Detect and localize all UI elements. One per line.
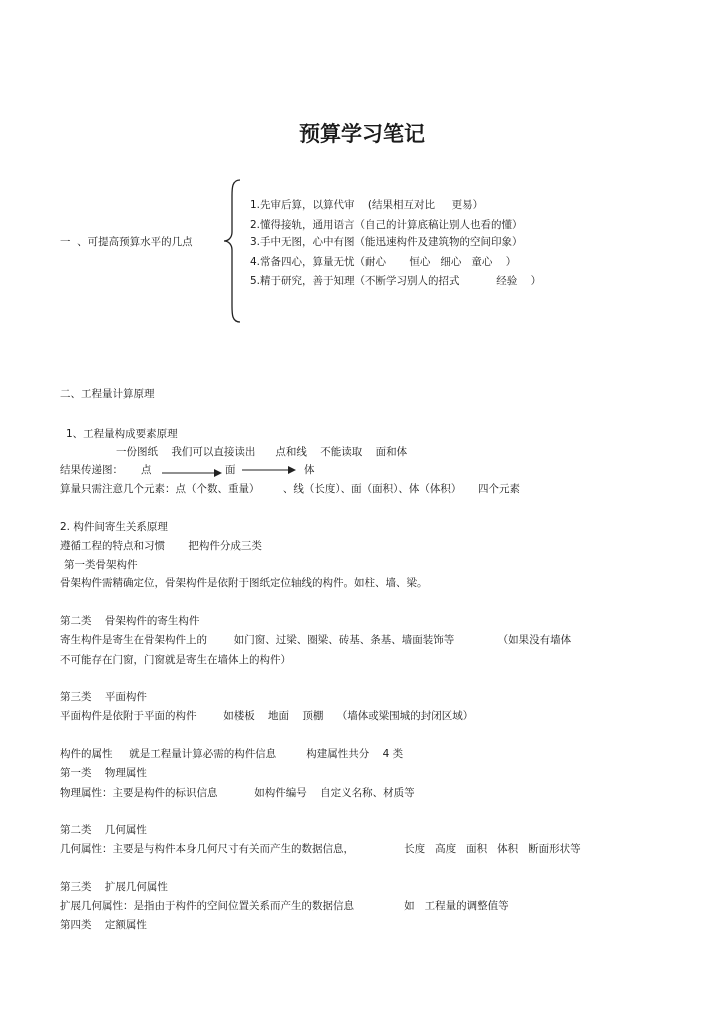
flow-point: 点	[141, 464, 152, 476]
attribute2-heading: 第二类 几何属性	[60, 824, 147, 836]
flow-label: 结果传递图：	[60, 464, 123, 476]
principle2-heading: 2. 构件间寄生关系原理	[60, 521, 168, 533]
attribute3-heading: 第三类 扩展几何属性	[60, 881, 168, 893]
principle1-heading: 1、工程量构成要素原理	[66, 428, 178, 440]
section1-item: 4.常备四心，算量无忧（耐心 恒心 细心 童心 ）	[250, 256, 517, 268]
section1-item: 2.懂得接轨，通用语言（自己的计算底稿让别人也看的懂）	[250, 219, 523, 231]
flow-point: 面	[225, 464, 236, 476]
category3-text: 平面构件是依附于平面的构件 如楼板 地面 顶棚 （墙体或梁围城的封闭区域）	[60, 710, 474, 722]
attributes-heading: 构件的属性 就是工程量计算必需的构件信息 构建属性共分 4 类	[60, 748, 404, 760]
page-title: 预算学习笔记	[299, 122, 425, 146]
principle2-line: 遵循工程的特点和习惯 把构件分成三类	[60, 540, 262, 552]
curly-brace	[224, 180, 240, 322]
category2-text: 不可能存在门窗，门窗就是寄生在墙体上的构件）	[60, 654, 291, 666]
section1-heading: 一 、可提高预算水平的几点	[60, 236, 193, 248]
category3-heading: 第三类 平面构件	[60, 691, 147, 703]
section1-item: 5.精于研究，善于知理（不断学习别人的招式 经验 ）	[250, 275, 542, 287]
category2-text: 寄生构件是寄生在骨架构件上的 如门窗、过梁、圈梁、砖基、条基、墙面装饰等 （如果没有墙体	[60, 634, 572, 646]
principle1-line: 一份图纸 我们可以直接读出 点和线 不能读取 面和体	[116, 446, 408, 458]
flow-arrow-1-head	[214, 469, 222, 477]
attribute2-text: 几何属性：主要是与构件本身几何尺寸有关而产生的数据信息， 长度 高度 面积 体积 断面形状等	[60, 843, 581, 855]
attribute1-heading: 第一类 物理属性	[60, 767, 147, 779]
principle1-line: 算量只需注意几个元素：点（个数、重量） 、线（长度）、面（面积）、体（体积） 四个元素	[60, 483, 521, 495]
section2-heading: 二、工程量计算原理	[60, 388, 155, 400]
attribute3-text: 扩展几何属性：是指由于构件的空间位置关系而产生的数据信息 如 工程量的调整值等	[60, 900, 509, 912]
section1-item: 3.手中无图，心中有图（能迅速构件及建筑物的空间印象）	[250, 236, 523, 248]
flow-point: 体	[304, 464, 315, 476]
attribute1-text: 物理属性：主要是构件的标识信息 如构件编号 自定义名称、材质等	[60, 787, 415, 799]
flow-arrow-2-head	[288, 466, 296, 474]
category1-text: 骨架构件需精确定位，骨架构件是依附于图纸定位轴线的构件。如柱、墙、梁。	[60, 577, 428, 589]
category2-heading: 第二类 骨架构件的寄生构件	[60, 615, 200, 627]
attribute4-heading: 第四类 定额属性	[60, 919, 147, 931]
category1-heading: 第一类骨架构件	[64, 559, 138, 571]
section1-item: 1.先审后算，以算代审 (结果相互对比 更易）	[250, 199, 484, 211]
